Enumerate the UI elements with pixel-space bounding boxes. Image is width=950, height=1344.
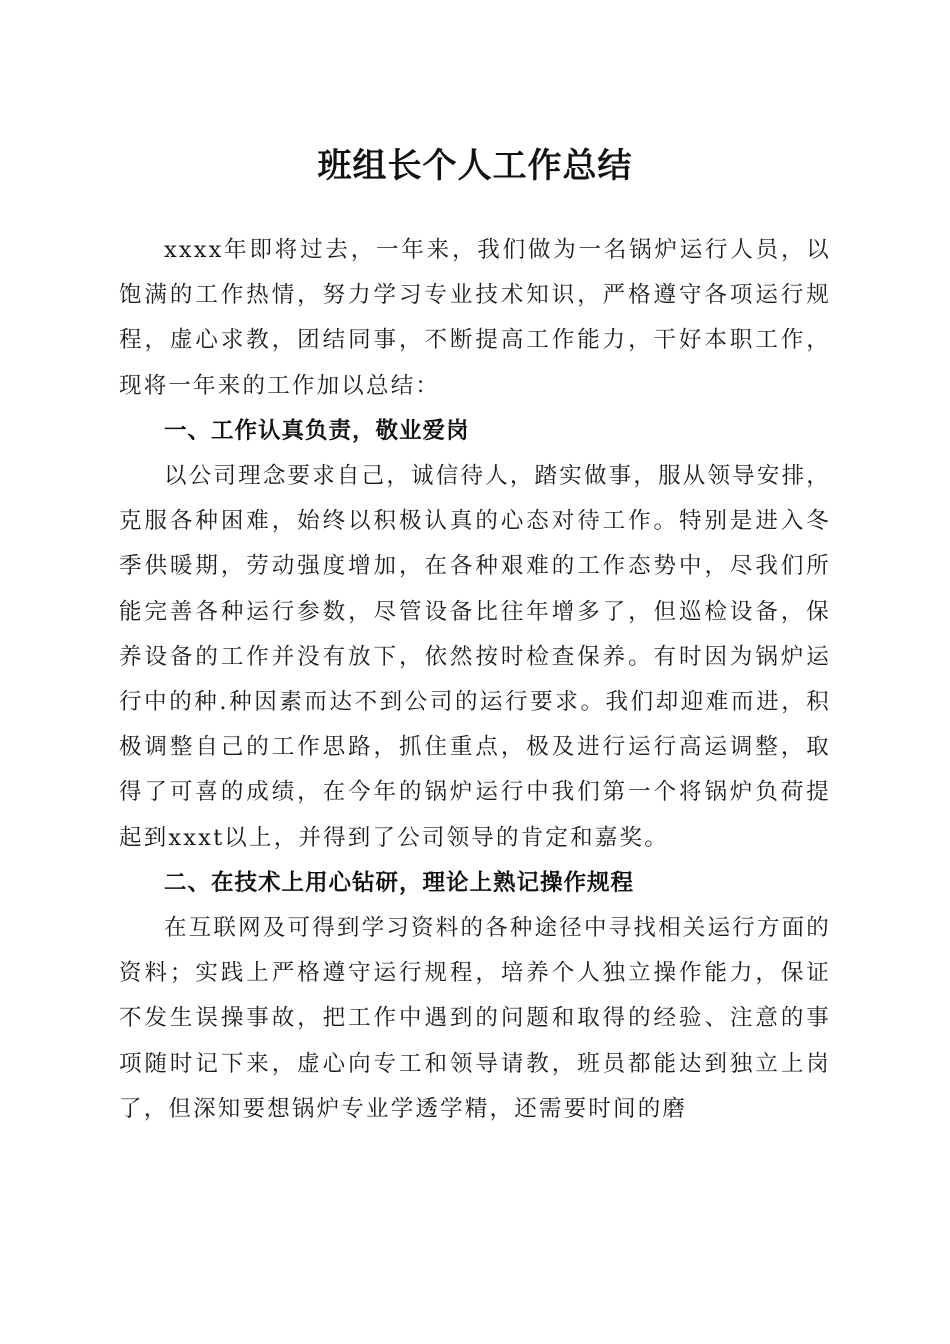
section-paragraph-2: 在互联网及可得到学习资料的各种途径中寻找相关运行方面的资料；实践上严格遵守运行规程，培养个人独立操作能力，保证不发生误操事故，把工作中遇到的问题和取得的经验、注意的事项随时记下来，虚心向专工和领导请教，班员都能达到独立上岗了，但深知要想锅炉专业学透学精，还需要时间的磨 — [119, 915, 831, 1122]
intro-paragraph: xxxx年即将过去，一年来，我们做为一名锅炉运行人员，以饱满的工作热情，努力学习专业技术知识，严格遵守各项运行规程，虚心求教，团结同事，不断提高工作能力，干好本职工作，现将一年来的工作加以总结： — [119, 237, 831, 399]
section-heading-1: 一、工作认真负责，敬业爱岗 — [164, 417, 470, 444]
document-body — [119, 228, 831, 1132]
section-paragraph-1: 以公司理念要求自己，诚信待人，踏实做事，服从领导安排，克服各种困难，始终以积极认真的心态对待工作。特别是进入冬季供暖期，劳动强度增加，在各种艰难的工作态势中，尽我们所能完善各种运行参数，尽管设备比往年增多了，但巡检设备，保养设备的工作并没有放下，依然按时检查保养。有时因为锅炉运行中的种.种因素而达不到公司的运行要求。我们却迎难而进，积极调整自己的工作思路，抓住重点，极及进行运行高运调整，取得了可喜的成绩，在今年的锅炉运行中我们第一个将锅炉负荷提起到xxxt以上，并得到了公司领导的肯定和嘉奖。 — [119, 463, 831, 851]
section-heading-2: 二、在技术上用心钻研，理论上熟记操作规程 — [164, 869, 635, 896]
document-title: 班组长个人工作总结 — [317, 146, 633, 186]
